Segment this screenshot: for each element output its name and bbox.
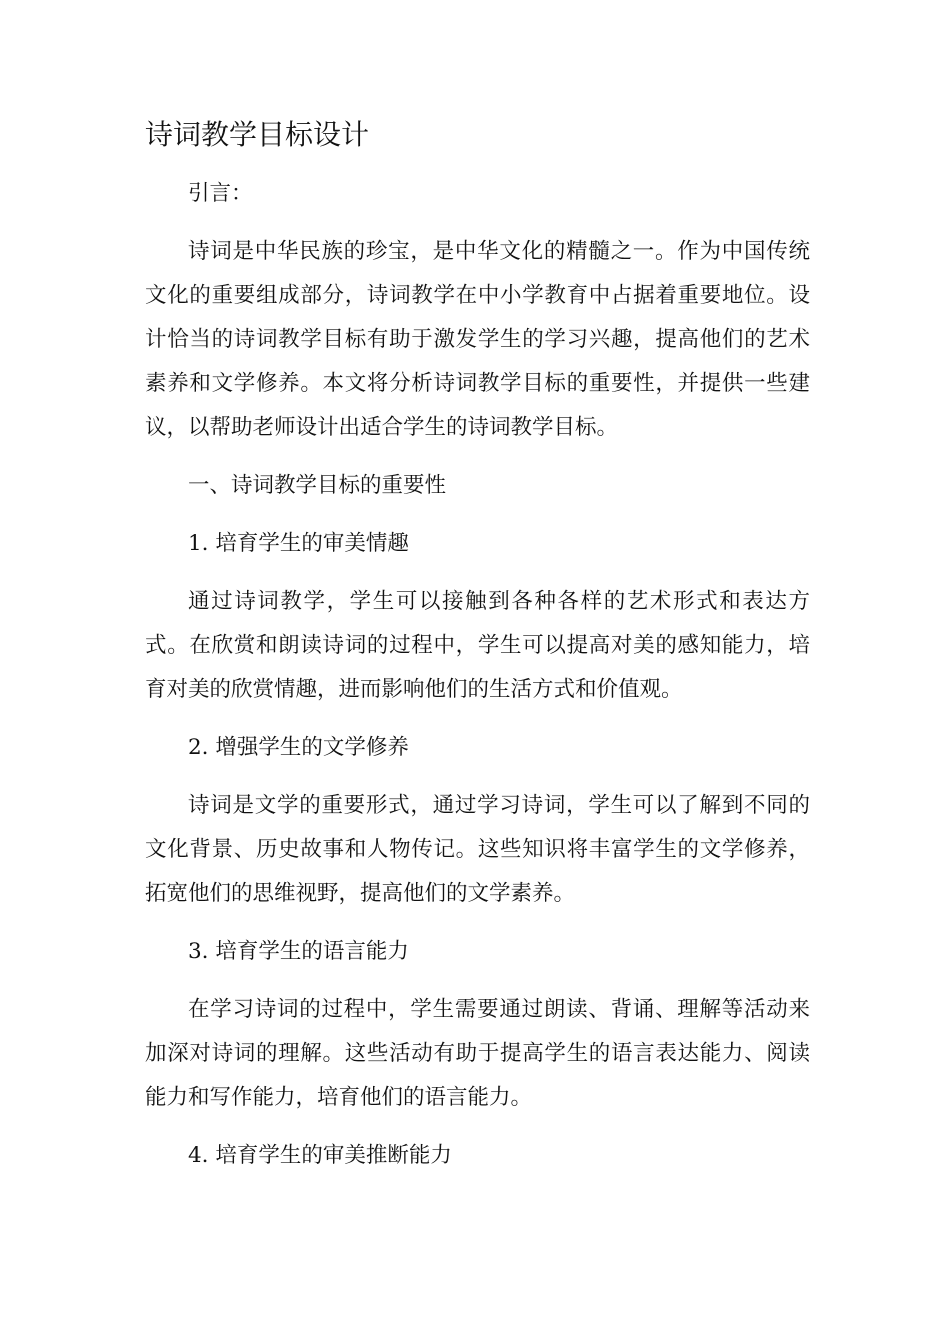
item-body-2: 诗词是文学的重要形式，通过学习诗词，学生可以了解到不同的文化背景、历史故事和人物传记。这些知识将丰富学生的文学修养，拓宽他们的思维视野，提高他们的文学素养。	[145, 793, 810, 906]
item-body-3: 在学习诗词的过程中，学生需要通过朗读、背诵、理解等活动来加深对诗词的理解。这些活动有助于提高学生的语言表达能力、阅读能力和写作能力，培育他们的语言能力。	[145, 997, 810, 1110]
document-title: 诗词教学目标设计	[145, 118, 370, 151]
document-body	[145, 112, 810, 1192]
item-body-1: 通过诗词教学，学生可以接触到各种各样的艺术形式和表达方式。在欣赏和朗读诗词的过程中，学生可以提高对美的感知能力，培育对美的欣赏情趣，进而影响他们的生活方式和价值观。	[145, 589, 810, 702]
item-heading-4: 4. 培育学生的审美推断能力	[188, 1143, 452, 1168]
section-heading: 一、诗词教学目标的重要性	[188, 473, 447, 498]
intro-label: 引言：	[188, 181, 253, 206]
intro-paragraph: 诗词是中华民族的珍宝，是中华文化的精髓之一。作为中国传统文化的重要组成部分，诗词教学在中小学教育中占据着重要地位。设计恰当的诗词教学目标有助于激发学生的学习兴趣，提高他们的艺术素养和文学修养。本文将分析诗词教学目标的重要性，并提供一些建议，以帮助老师设计出适合学生的诗词教学目标。	[145, 239, 810, 440]
item-heading-1: 1. 培育学生的审美情趣	[188, 531, 409, 556]
item-heading-3: 3. 培育学生的语言能力	[188, 939, 409, 964]
item-heading-2: 2. 增强学生的文学修养	[188, 735, 409, 760]
